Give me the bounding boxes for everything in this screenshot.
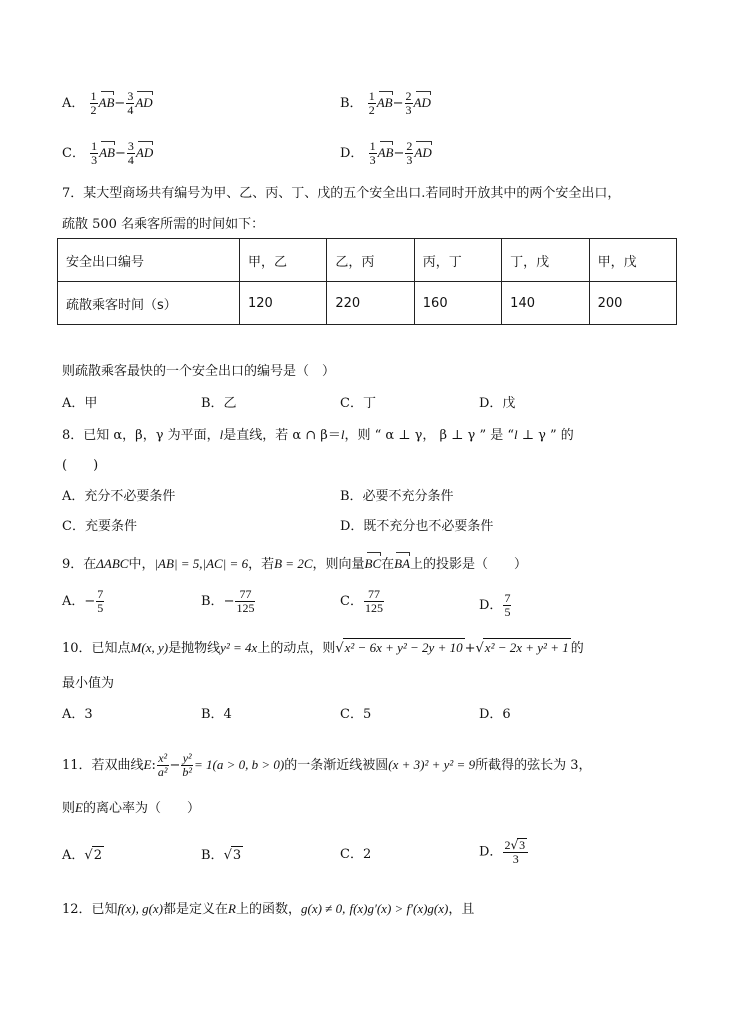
table-row bbox=[58, 239, 677, 282]
q11-option-b: B．√3 bbox=[201, 848, 242, 863]
q7-stem-line2: 疏散 500 名乘客所需的时间如下： bbox=[62, 217, 265, 232]
q11-option-c: C．2 bbox=[340, 847, 372, 862]
fraction: $\frac{1}{2}$ bbox=[90, 89, 97, 117]
q9-option-a: A．− $\frac{7}{5}$ bbox=[62, 587, 104, 615]
fraction: $\frac{1}{2}$ bbox=[368, 89, 375, 117]
table-cell: 200 bbox=[589, 282, 676, 325]
q11-stem-line1: 11．若双曲线E: $\frac{\text{x²}}{\text{a²}}$ − $\frac{\text{y²}}{\text{b²}}$ = 1(a > 0, b > 0)的一条渐近线被圆(x + 3)² + y² = 9所截得的弦长为 3， bbox=[62, 751, 592, 779]
q9-stem: 9．在ΔABC中，|AB| = 5,|AC| = 6，若B = 2C，则向量BC在BA上的投影是（ ） bbox=[62, 556, 528, 572]
q6-option-d bbox=[340, 140, 432, 167]
fraction: $\frac{77}{125}$ bbox=[236, 587, 255, 615]
sqrt-sign: √ bbox=[84, 848, 93, 863]
fraction: $\frac{1}{3}$ bbox=[91, 139, 98, 167]
q8-stem-line2: ( ) bbox=[62, 458, 99, 473]
option-label: B． bbox=[340, 96, 363, 111]
q8-option-b: B．必要不充分条件 bbox=[340, 489, 454, 504]
vector: AB bbox=[376, 95, 393, 110]
q7-question: 则疏散乘客最快的一个安全出口的编号是（ ） bbox=[62, 364, 336, 379]
table-cell: 丙，丁 bbox=[414, 239, 501, 282]
fraction: $\frac{1}{3}$ bbox=[369, 139, 376, 167]
option-label: C． bbox=[62, 146, 85, 161]
table-cell: 乙，丙 bbox=[327, 239, 414, 282]
q10-option-d: D．6 bbox=[479, 707, 511, 722]
operator: − bbox=[393, 146, 405, 161]
q7-option-a: A．甲 bbox=[62, 396, 98, 411]
operator: − bbox=[392, 96, 404, 111]
vector: AB bbox=[98, 95, 115, 110]
fraction: $\frac{3}{4}$ bbox=[127, 89, 134, 117]
q7-option-c: C．丁 bbox=[340, 396, 376, 411]
q6-option-a bbox=[62, 90, 153, 117]
q12-stem: 12．已知f(x), g(x)都是定义在R上的函数，g(x) ≠ 0, f(x)g′(x) > f′(x)g(x)，且 bbox=[62, 901, 475, 917]
table-cell: 甲，戊 bbox=[589, 239, 676, 282]
fraction: $\frac{77}{125}$ bbox=[364, 587, 383, 615]
table-row bbox=[58, 282, 677, 325]
sqrt-sign: √ bbox=[223, 848, 232, 863]
q7-option-d: D．戊 bbox=[479, 396, 516, 411]
option-label: A． bbox=[62, 96, 85, 111]
q11-option-a: A．√2 bbox=[62, 848, 102, 863]
q6-option-c bbox=[62, 140, 153, 167]
q9-option-d: D． $\frac{7}{5}$ bbox=[479, 591, 511, 619]
fraction: $\frac{\text{y²}}{\text{b²}}$ bbox=[182, 751, 193, 779]
evacuation-time-table bbox=[57, 238, 677, 325]
q10-stem-line2: 最小值为 bbox=[62, 676, 115, 691]
table-cell: 140 bbox=[502, 282, 589, 325]
q7-option-b: B．乙 bbox=[201, 396, 237, 411]
fraction: $\frac{3}{4}$ bbox=[127, 139, 134, 167]
vector: AD bbox=[135, 145, 154, 160]
operator: − bbox=[114, 96, 126, 111]
q8-option-c: C．充要条件 bbox=[62, 519, 137, 534]
table-cell: 安全出口编号 bbox=[58, 239, 240, 282]
vector: AB bbox=[99, 145, 115, 160]
fraction: $\frac{7}{5}$ bbox=[97, 587, 104, 615]
vector: AD bbox=[414, 145, 432, 160]
q8-option-a: A．充分不必要条件 bbox=[62, 489, 176, 504]
q11-option-d: D． $\frac{2√3}{3}$ bbox=[479, 838, 529, 866]
q7-stem-line1: 7．某大型商场共有编号为甲、乙、丙、丁、戊的五个安全出口.若同时开放其中的两个安全出口， bbox=[62, 186, 621, 201]
table-cell: 220 bbox=[327, 282, 414, 325]
q9-option-b: B．− $\frac{77}{125}$ bbox=[201, 587, 255, 615]
q10-option-c: C．5 bbox=[340, 707, 372, 722]
vector: BC bbox=[364, 556, 382, 571]
table-cell: 甲，乙 bbox=[240, 239, 327, 282]
table-cell: 120 bbox=[240, 282, 327, 325]
q10-stem-line1: 10．已知点M(x, y)是抛物线y² = 4x上的动点，则√x² − 6x + y² − 2y + 10 +√x² − 2x + y² + 1 的 bbox=[62, 640, 584, 656]
table-cell: 丁，戊 bbox=[502, 239, 589, 282]
vector: AD bbox=[135, 95, 153, 110]
fraction: $\frac{\text{x²}}{\text{a²}}$ bbox=[157, 751, 168, 779]
q8-option-d: D．既不充分也不必要条件 bbox=[340, 519, 494, 534]
operator: − bbox=[114, 146, 126, 161]
q11-stem-line2: 则E的离心率为（ ） bbox=[62, 800, 200, 816]
option-label: D． bbox=[340, 146, 364, 161]
fraction: $\frac{2√3}{3}$ bbox=[503, 838, 528, 866]
vector: BA bbox=[394, 556, 411, 571]
table-cell: 160 bbox=[414, 282, 501, 325]
vector: AB bbox=[377, 145, 394, 160]
sqrt-sign: √ bbox=[335, 641, 344, 656]
table-cell: 疏散乘客时间（s） bbox=[58, 282, 240, 325]
q9-option-c: C． $\frac{77}{125}$ bbox=[340, 587, 383, 615]
fraction: $\frac{2}{3}$ bbox=[405, 89, 412, 117]
vector: AD bbox=[413, 95, 431, 110]
sqrt-sign: √ bbox=[475, 641, 484, 656]
fraction: $\frac{7}{5}$ bbox=[504, 591, 511, 619]
q10-option-b: B．4 bbox=[201, 707, 232, 722]
q10-option-a: A．3 bbox=[62, 707, 93, 722]
fraction: $\frac{2}{3}$ bbox=[406, 139, 413, 167]
q8-stem-line1: 8．已知 α，β，γ 为平面，l是直线，若 α ∩ β＝l，则 “ α ⊥ γ， β ⊥ γ ” 是 “l ⊥ γ ” 的 bbox=[62, 427, 574, 443]
q6-option-b bbox=[340, 90, 431, 117]
